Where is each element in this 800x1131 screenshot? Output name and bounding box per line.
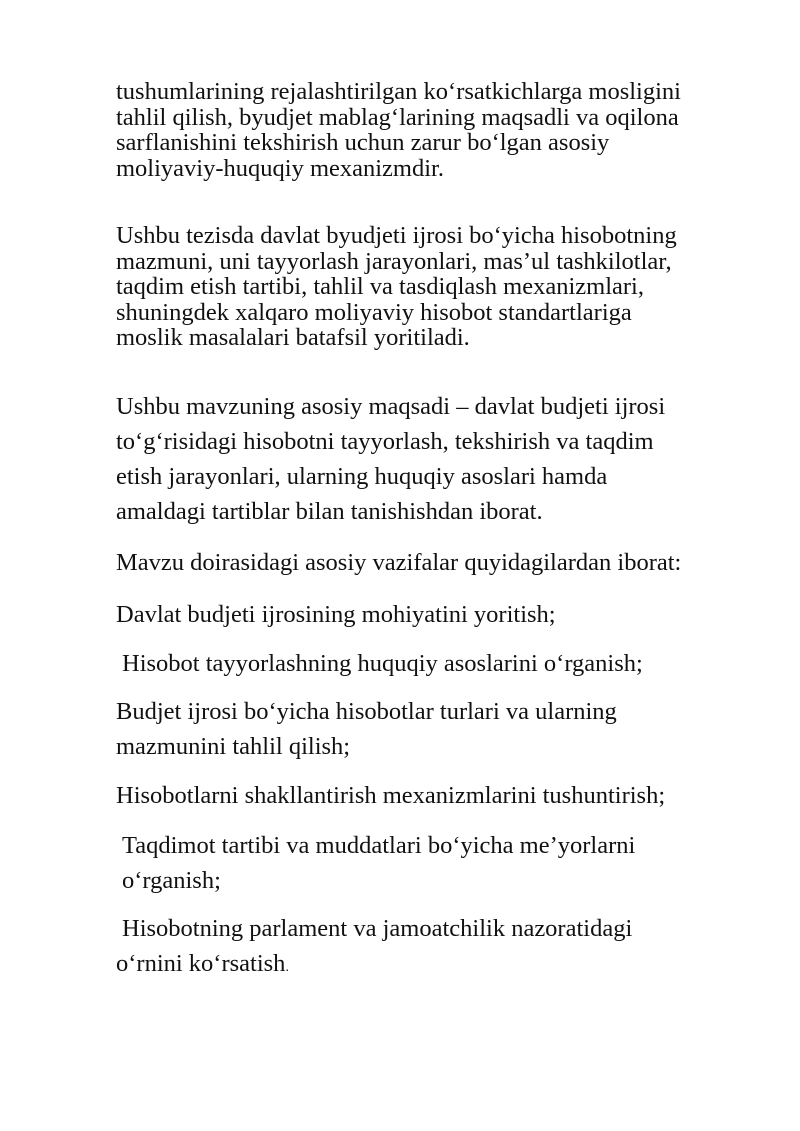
paragraph-line: Hisobotlarni shakllantirish mexanizmlarini tushuntirish; (116, 782, 666, 809)
paragraph-line: Budjet ijrosi bo‘yicha hisobotlar turlari va ularning (116, 698, 617, 725)
paragraph-line: Ushbu mavzuning asosiy maqsadi – davlat budjeti ijrosi (116, 393, 666, 420)
paragraph-line: Taqdimot tartibi va muddatlari bo‘yicha me’yorlarni (122, 832, 636, 859)
paragraph-line: mazmunini tahlil qilish; (116, 733, 351, 760)
paragraph-line: to‘g‘risidagi hisobotni tayyorlash, tekshirish va taqdim (116, 428, 654, 455)
paragraph-1 (116, 79, 756, 181)
paragraph-line: shuningdek xalqaro moliyaviy hisobot standartlariga (116, 298, 632, 326)
paragraph-line: taqdim etish tartibi, tahlil va tasdiqlash mexanizmlari, (116, 273, 644, 300)
paragraph-line: etish jarayonlari, ularning huquqiy asoslari hamda (116, 463, 608, 490)
task-item-1 (116, 597, 756, 632)
paragraph-line: Hisobot tayyorlashning huquqiy asoslarini o‘rganish; (122, 650, 643, 677)
tasks-intro (116, 545, 756, 580)
paragraph-line-text: o‘rnini ko‘rsatish (116, 950, 286, 977)
task-item-3 (116, 694, 756, 764)
trailing-period: . (285, 960, 289, 975)
paragraph-line: amaldagi tartiblar bilan tanishishdan iborat. (116, 498, 543, 525)
paragraph-3 (116, 389, 756, 529)
paragraph-2 (116, 223, 756, 351)
task-item-5 (116, 828, 762, 898)
paragraph-line: tahlil qilish, byudjet mablag‘larining maqsadli va oqilona (116, 103, 679, 131)
paragraph-line: Ushbu tezisda davlat byudjeti ijrosi bo‘yicha hisobotning (116, 222, 677, 249)
paragraph-line: moslik masalalari batafsil yoritiladi. (116, 324, 470, 351)
task-item-4 (116, 778, 756, 813)
paragraph-line: mazmuni, uni tayyorlash jarayonlari, mas’ul tashkilotlar, (116, 247, 672, 275)
paragraph-line: moliyaviy-huquqiy mexanizmdir. (116, 154, 444, 182)
paragraph-line: tushumlarining rejalashtirilgan ko‘rsatkichlarga mosligini (116, 78, 681, 105)
paragraph-line: sarflanishini tekshirish uchun zarur bo‘lgan asosiy (116, 129, 610, 156)
task-item-2 (116, 646, 762, 681)
paragraph-line: Mavzu doirasidagi asosiy vazifalar quyidagilardan iborat: (116, 549, 682, 576)
paragraph-line (116, 946, 762, 985)
task-item-6 (116, 911, 762, 985)
paragraph-line: Hisobotning parlament va jamoatchilik nazoratidagi (122, 915, 633, 942)
paragraph-line: Davlat budjeti ijrosining mohiyatini yoritish; (116, 601, 556, 628)
paragraph-line: o‘rganish; (122, 867, 221, 894)
